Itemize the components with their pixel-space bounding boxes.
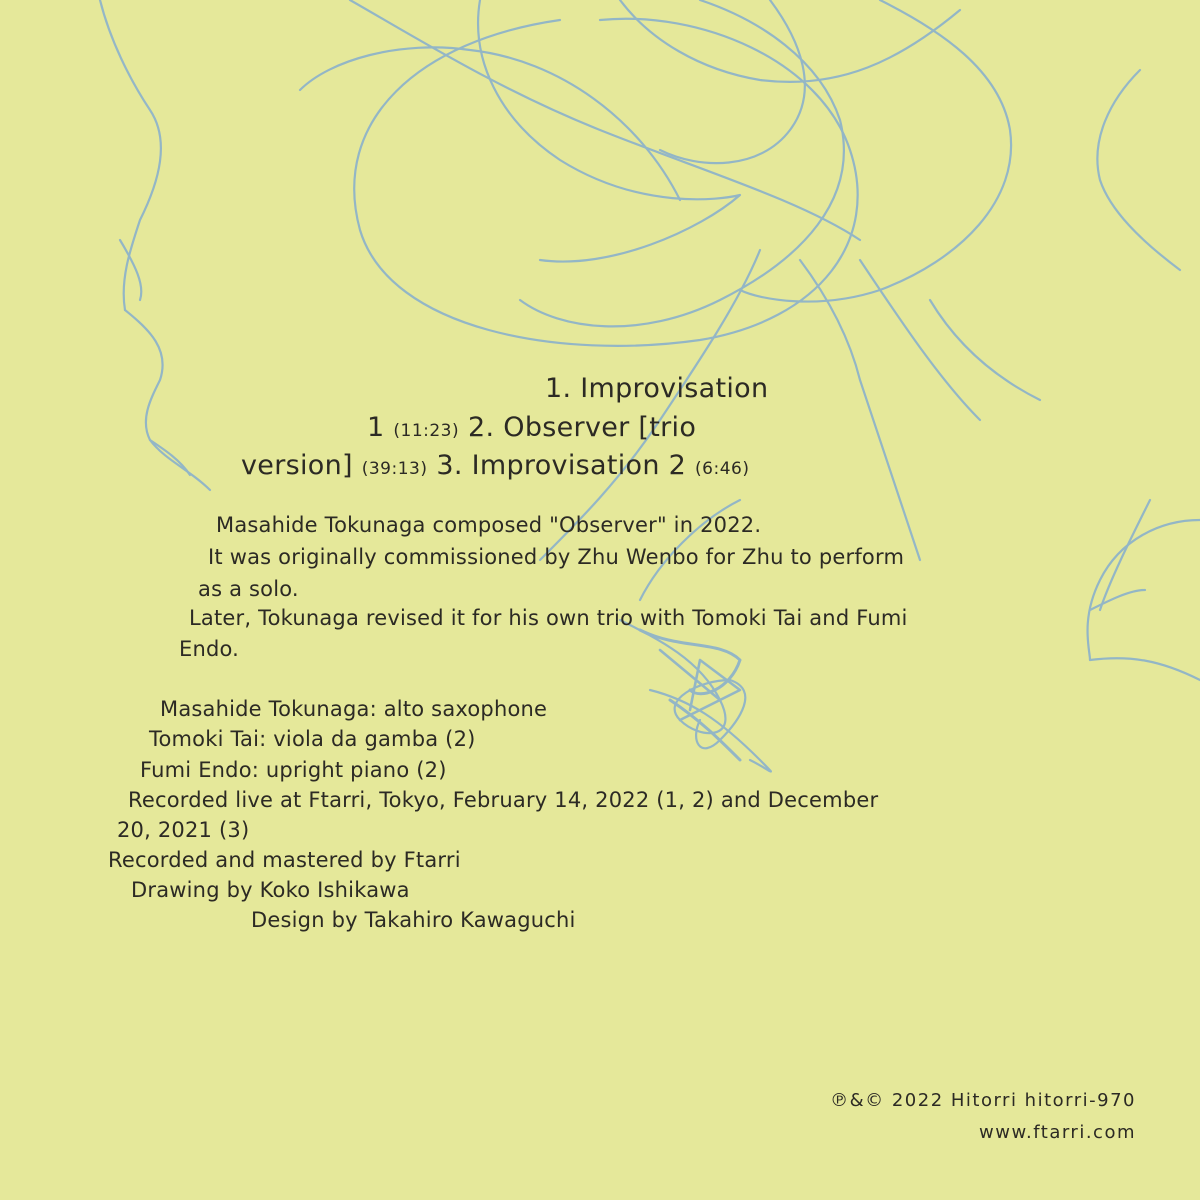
track-2-duration: (39:13) [361, 459, 428, 479]
credit-line: Drawing by Koko Ishikawa [131, 878, 410, 902]
note-line: Masahide Tokunaga composed "Observer" in 2022. [216, 513, 762, 537]
track-3-title: 3. Improvisation 2 [436, 450, 687, 481]
credit-line: Recorded live at Ftarri, Tokyo, February 14, 2022 (1, 2) and December [128, 788, 879, 812]
note-line: Later, Tokunaga revised it for his own trio with Tomoki Tai and Fumi [189, 606, 908, 630]
copyright-line: ℗&© 2022 Hitorri hitorri-970 [830, 1090, 1136, 1111]
note-line: as a solo. [198, 577, 299, 601]
credit-line: Recorded and mastered by Ftarri [108, 848, 461, 872]
track-2-title: 2. Observer [trio [468, 412, 697, 443]
website-link[interactable]: www.ftarri.com [979, 1122, 1136, 1143]
track-3-duration: (6:46) [695, 459, 750, 479]
track-1-duration: (11:23) [393, 421, 460, 441]
credit-line: Tomoki Tai: viola da gamba (2) [149, 727, 476, 751]
track-1-title [545, 373, 768, 404]
track-line-2 [367, 412, 696, 443]
credit-line: Fumi Endo: upright piano (2) [140, 758, 447, 782]
note-line: It was originally commissioned by Zhu Wenbo for Zhu to perform [208, 545, 905, 569]
credit-line: Design by Takahiro Kawaguchi [251, 908, 576, 932]
track-1-label: 1. Improvisation [545, 373, 769, 404]
credit-line: 20, 2021 (3) [117, 818, 250, 842]
note-line: Endo. [179, 637, 240, 661]
credit-line: Masahide Tokunaga: alto saxophone [160, 697, 548, 721]
track-line-3 [241, 450, 749, 481]
track-1-number-tail: 1 [367, 412, 385, 443]
track-2-title-tail: version] [241, 450, 353, 481]
